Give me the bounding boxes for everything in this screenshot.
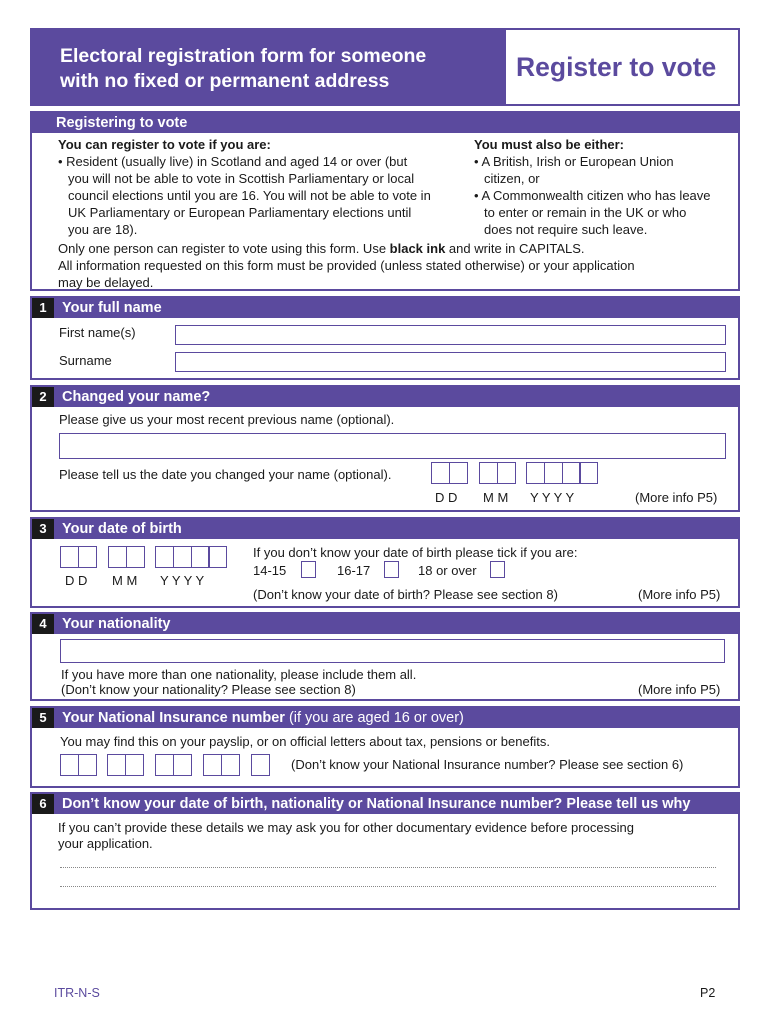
surname-label: Surname xyxy=(59,353,112,368)
intro-bar xyxy=(32,113,738,133)
section-number: 1 xyxy=(32,298,54,318)
section-title: Your nationality xyxy=(62,616,171,632)
instruction-text: and write in CAPITALS. xyxy=(445,241,585,256)
section-number: 3 xyxy=(32,519,54,539)
more-info-note: (More info P5) xyxy=(638,682,721,697)
section-title xyxy=(62,708,464,728)
form-header xyxy=(30,28,740,106)
ni-cells-5[interactable] xyxy=(251,754,269,776)
citizenship-line: to enter or remain in the UK or who xyxy=(484,205,687,220)
intro-title: Registering to vote xyxy=(56,115,188,131)
age-range-16-17-label: 16-17 xyxy=(337,563,371,578)
section-nationality xyxy=(30,612,740,701)
name-change-month-cells[interactable] xyxy=(479,462,515,484)
citizenship-line: • A British, Irish or European Union xyxy=(474,154,674,169)
dob-month-cells[interactable] xyxy=(108,546,144,568)
eligibility-line: UK Parliamentary or European Parliamentary elections until xyxy=(68,205,412,220)
dob-day-cells[interactable] xyxy=(60,546,96,568)
section-bar xyxy=(32,614,738,634)
eligibility-line: council elections until you are 16. You will not be able to vote in xyxy=(68,188,431,203)
section-missing-details xyxy=(30,792,740,910)
first-name-field[interactable] xyxy=(175,325,726,345)
instruction-bold: black ink xyxy=(389,241,446,256)
age-range-18-plus-label: 18 or over xyxy=(418,563,477,578)
name-change-date-label: Please tell us the date you changed your name (optional). xyxy=(59,467,392,482)
section-title-suffix: (if you are aged 16 or over) xyxy=(284,710,464,726)
ni-cells-2[interactable] xyxy=(107,754,143,776)
instruction-line xyxy=(58,240,585,257)
eligibility-heading: You can register to vote if you are: xyxy=(58,137,271,152)
year-hint: Y Y Y Y xyxy=(160,573,205,588)
section-title: Changed your name? xyxy=(62,389,211,405)
section-number: 6 xyxy=(32,794,54,814)
surname-field[interactable] xyxy=(175,352,726,372)
age-range-18-plus-checkbox[interactable] xyxy=(490,561,505,578)
ni-hint: You may find this on your payslip, or on official letters about tax, pensions or benefits. xyxy=(60,734,550,749)
section-number: 4 xyxy=(32,614,54,634)
name-change-day-cells[interactable] xyxy=(431,462,467,484)
form-title-line-2: with no fixed or permanent address xyxy=(60,70,390,92)
intro-section xyxy=(30,111,740,291)
section-bar xyxy=(32,708,738,728)
section-changed-name xyxy=(30,385,740,512)
eligibility-line: you will not be able to vote in Scottish Parliamentary or local xyxy=(68,171,415,186)
nationality-unknown-note: (Don’t know your nationality? Please see section 8) xyxy=(61,682,356,697)
section-full-name xyxy=(30,296,740,380)
age-range-prompt: If you don’t know your date of birth please tick if you are: xyxy=(253,545,578,560)
dob-year-cells[interactable] xyxy=(155,546,226,568)
section-bar xyxy=(32,519,738,539)
citizenship-heading: You must also be either: xyxy=(474,137,625,152)
section-number: 5 xyxy=(32,708,54,728)
reason-line-1[interactable] xyxy=(60,867,716,868)
missing-details-hint: your application. xyxy=(58,836,153,851)
section-bar xyxy=(32,298,738,318)
ni-cells-3[interactable] xyxy=(155,754,191,776)
nationality-hint: If you have more than one nationality, please include them all. xyxy=(61,667,417,682)
previous-name-label: Please give us your most recent previous name (optional). xyxy=(59,412,395,427)
missing-details-hint: If you can’t provide these details we may ask you for other documentary evidence before processing xyxy=(58,820,634,835)
more-info-note: (More info P5) xyxy=(635,490,718,505)
first-name-label: First name(s) xyxy=(59,325,136,340)
name-change-year-cells[interactable] xyxy=(526,462,597,484)
eligibility-line: you are 18). xyxy=(68,222,138,237)
section-bar xyxy=(32,794,738,814)
section-bar xyxy=(32,387,738,407)
month-hint: M M xyxy=(483,490,509,505)
citizenship-line: does not require such leave. xyxy=(484,222,648,237)
day-hint: D D xyxy=(435,490,458,505)
page-number: P2 xyxy=(700,986,716,1000)
ni-cells-1[interactable] xyxy=(60,754,96,776)
day-hint: D D xyxy=(65,573,88,588)
register-to-vote-label: Register to vote xyxy=(504,30,738,104)
section-title-text: Your National Insurance number xyxy=(62,710,285,726)
age-range-14-15-checkbox[interactable] xyxy=(301,561,316,578)
section-date-of-birth xyxy=(30,517,740,608)
instruction-text: Only one person can register to vote using this form. Use xyxy=(58,241,390,256)
age-range-16-17-checkbox[interactable] xyxy=(384,561,399,578)
eligibility-line: • Resident (usually live) in Scotland and aged 14 or over (but xyxy=(58,154,408,169)
citizenship-line: citizen, or xyxy=(484,171,540,186)
ni-unknown-note: (Don’t know your National Insurance number? Please see section 6) xyxy=(291,757,684,772)
month-hint: M M xyxy=(112,573,138,588)
citizenship-line: • A Commonwealth citizen who has leave xyxy=(474,188,711,203)
age-range-14-15-label: 14-15 xyxy=(253,563,287,578)
reason-line-2[interactable] xyxy=(60,886,716,887)
more-info-note: (More info P5) xyxy=(638,587,721,602)
section-national-insurance xyxy=(30,706,740,788)
ni-cells-4[interactable] xyxy=(203,754,239,776)
section-title: Your date of birth xyxy=(62,521,182,537)
section-title: Don’t know your date of birth, nationality or National Insurance number? Please tell us why xyxy=(62,796,691,812)
previous-name-field[interactable] xyxy=(59,433,726,459)
year-hint: Y Y Y Y xyxy=(530,490,575,505)
form-code: ITR-N-S xyxy=(54,986,100,1000)
info-line: All information requested on this form must be provided (unless stated otherwise) or your application xyxy=(58,258,635,273)
form-title-line-1: Electoral registration form for someone xyxy=(60,45,427,67)
nationality-field[interactable] xyxy=(60,639,725,663)
info-line: may be delayed. xyxy=(58,275,154,290)
section-number: 2 xyxy=(32,387,54,407)
section-title: Your full name xyxy=(62,300,162,316)
dob-unknown-note: (Don’t know your date of birth? Please see section 8) xyxy=(253,587,558,602)
form-title xyxy=(32,30,504,104)
